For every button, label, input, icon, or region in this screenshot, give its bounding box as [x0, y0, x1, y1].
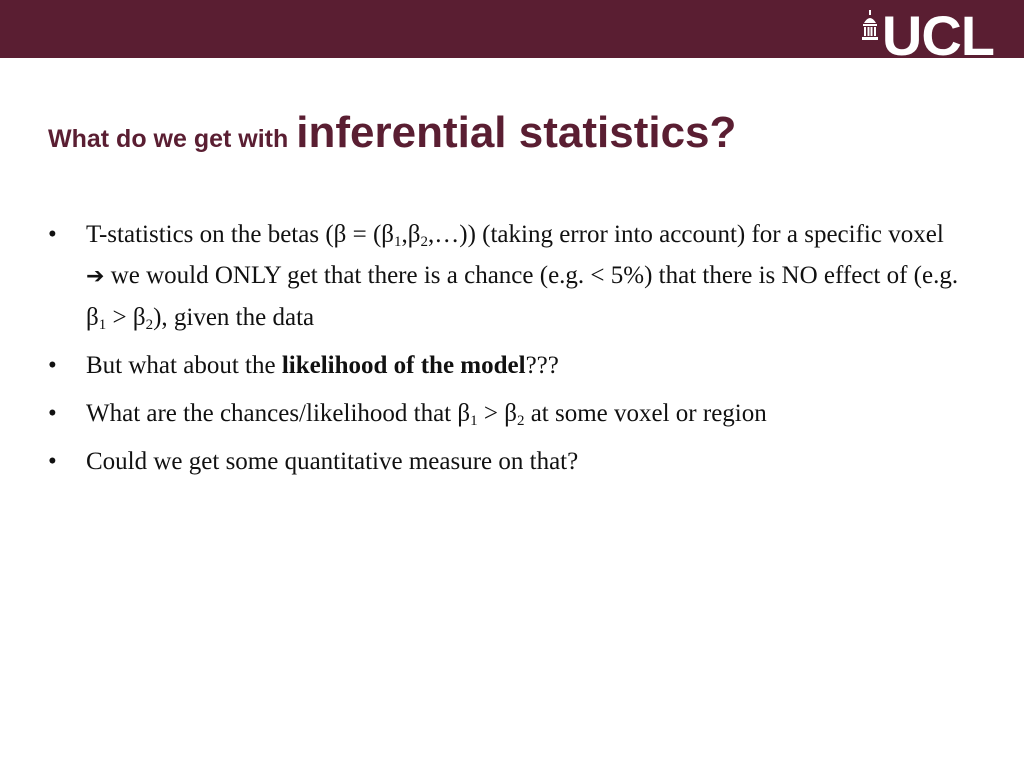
bullet-2-bold-text: likelihood of the model	[281, 352, 526, 379]
bullet-item-2	[48, 345, 968, 386]
bullet-2-text-1: But what about the	[86, 352, 282, 379]
bullet-icon: •	[48, 400, 57, 427]
bullet-icon: •	[48, 448, 57, 475]
subscript: 2	[420, 234, 428, 250]
bullet-2-text-2: ???	[525, 352, 559, 379]
bullet-1-text-6: ), given the data	[153, 304, 315, 331]
subscript: 1	[98, 317, 107, 333]
ucl-dome-icon	[862, 10, 878, 40]
bullet-1-text-3: ,…)) (taking error into account) for a specific voxel	[428, 221, 944, 248]
title-part-1: What do we get with	[48, 125, 289, 153]
subscript: 1	[394, 234, 402, 250]
subscript: 2	[145, 317, 154, 333]
right-arrow-icon: ➔	[86, 264, 105, 289]
title-part-2: inferential statistics?	[296, 108, 737, 157]
bullet-1-text-1: T-statistics on the betas (β = (β	[86, 221, 395, 248]
bullet-icon: •	[48, 221, 57, 248]
bullet-1-text-4: we would ONLY get that there is a chance (e.g. < 5%) that there is NO effect of (e.g. β	[86, 262, 959, 331]
bullet-icon: •	[48, 352, 57, 379]
bullet-item-4	[48, 441, 968, 482]
bullet-3-text-1: What are the chances/likelihood that β	[86, 400, 471, 427]
subscript: 1	[470, 413, 478, 429]
ucl-logo	[862, 14, 994, 58]
bullet-1-text-2: ,β	[401, 221, 421, 248]
header-bar	[0, 0, 1024, 58]
bullet-3-text-2: > β	[477, 400, 517, 427]
logo-text: UCL	[881, 14, 994, 58]
slide-title	[48, 108, 736, 158]
bullet-item-3	[48, 393, 968, 434]
subscript: 2	[516, 413, 525, 429]
bullet-list	[48, 214, 968, 489]
bullet-4-text-1: Could we get some quantitative measure on that?	[86, 448, 579, 475]
bullet-3-text-3: at some voxel or region	[524, 400, 767, 427]
bullet-1-text-5: > β	[106, 304, 146, 331]
bullet-item-1	[48, 214, 968, 338]
